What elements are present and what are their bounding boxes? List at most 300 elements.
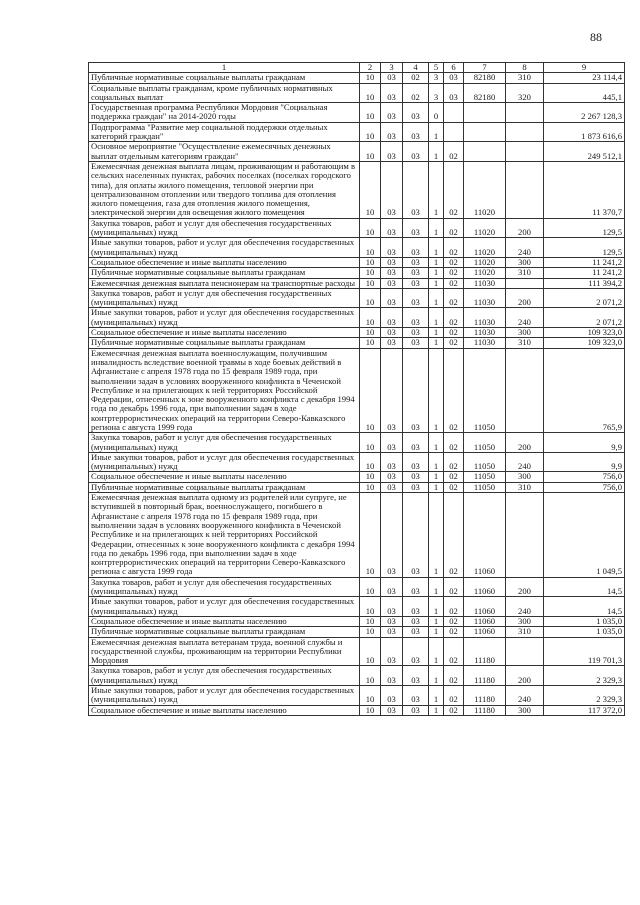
event-code: 02 — [444, 348, 464, 433]
program-code: 03 — [403, 218, 429, 238]
subsection-code: 03 — [381, 328, 403, 338]
section-code: 10 — [360, 103, 381, 123]
program-code: 03 — [403, 627, 429, 637]
table-row — [89, 338, 625, 348]
section-code: 10 — [360, 577, 381, 597]
direction-code: 11050 — [464, 433, 506, 453]
program-code: 02 — [403, 73, 429, 83]
event-code: 02 — [444, 666, 464, 686]
subsection-code: 03 — [381, 278, 403, 288]
subprogram-code: 1 — [429, 627, 444, 637]
section-code: 10 — [360, 278, 381, 288]
event-code: 02 — [444, 328, 464, 338]
row-name: Ежемесячная денежная выплата пенсионерам на транспортные расходы — [89, 278, 360, 288]
program-code: 03 — [403, 616, 429, 626]
subprogram-code: 1 — [429, 308, 444, 328]
subprogram-code: 1 — [429, 666, 444, 686]
expense-type-code: 300 — [506, 472, 544, 482]
expense-type-code: 310 — [506, 482, 544, 492]
table-row — [89, 472, 625, 482]
row-amount: 2 071,2 — [544, 288, 625, 308]
table-row — [89, 328, 625, 338]
column-header: 4 — [403, 63, 429, 73]
subprogram-code: 1 — [429, 328, 444, 338]
event-code: 02 — [444, 597, 464, 617]
event-code: 02 — [444, 338, 464, 348]
table-row — [89, 452, 625, 472]
event-code: 02 — [444, 278, 464, 288]
column-header: 5 — [429, 63, 444, 73]
section-code: 10 — [360, 288, 381, 308]
row-amount: 2 329,3 — [544, 666, 625, 686]
row-amount: 2 329,3 — [544, 686, 625, 706]
row-amount: 129,5 — [544, 238, 625, 258]
event-code: 02 — [444, 238, 464, 258]
expense-type-code: 300 — [506, 705, 544, 715]
subsection-code: 03 — [381, 348, 403, 433]
direction-code: 11180 — [464, 705, 506, 715]
subsection-code: 03 — [381, 83, 403, 103]
table-row — [89, 218, 625, 238]
subprogram-code: 1 — [429, 577, 444, 597]
table-row — [89, 493, 625, 578]
direction-code: 11030 — [464, 338, 506, 348]
subprogram-code: 1 — [429, 268, 444, 278]
program-code: 03 — [403, 308, 429, 328]
subsection-code: 03 — [381, 452, 403, 472]
expense-type-code: 200 — [506, 577, 544, 597]
direction-code: 11180 — [464, 637, 506, 666]
expense-type-code: 240 — [506, 452, 544, 472]
expense-type-code: 200 — [506, 433, 544, 453]
row-name: Закупка товаров, работ и услуг для обеспечения государственных (муниципальных) нужд — [89, 666, 360, 686]
direction-code: 11030 — [464, 288, 506, 308]
program-code: 03 — [403, 705, 429, 715]
subsection-code: 03 — [381, 161, 403, 218]
expense-type-code: 310 — [506, 627, 544, 637]
subsection-code: 03 — [381, 616, 403, 626]
direction-code: 11030 — [464, 328, 506, 338]
expense-type-code — [506, 637, 544, 666]
program-code: 03 — [403, 103, 429, 123]
direction-code: 82180 — [464, 73, 506, 83]
direction-code: 11020 — [464, 257, 506, 267]
row-name: Закупка товаров, работ и услуг для обеспечения государственных (муниципальных) нужд — [89, 433, 360, 453]
table-row — [89, 122, 625, 142]
column-header: 8 — [506, 63, 544, 73]
row-amount: 11 241,2 — [544, 257, 625, 267]
event-code: 02 — [444, 472, 464, 482]
expense-type-code: 240 — [506, 238, 544, 258]
subsection-code: 03 — [381, 493, 403, 578]
row-amount: 756,0 — [544, 472, 625, 482]
column-header: 1 — [89, 63, 360, 73]
direction-code — [464, 122, 506, 142]
row-amount: 1 873 616,6 — [544, 122, 625, 142]
subsection-code: 03 — [381, 142, 403, 162]
row-amount: 14,5 — [544, 597, 625, 617]
subsection-code: 03 — [381, 73, 403, 83]
row-amount: 2 071,2 — [544, 308, 625, 328]
row-name: Иные закупки товаров, работ и услуг для обеспечения государственных (муниципальных) нужд — [89, 597, 360, 617]
row-name: Закупка товаров, работ и услуг для обеспечения государственных (муниципальных) нужд — [89, 288, 360, 308]
subprogram-code: 1 — [429, 238, 444, 258]
row-name: Иные закупки товаров, работ и услуг для обеспечения государственных (муниципальных) нужд — [89, 686, 360, 706]
subsection-code: 03 — [381, 288, 403, 308]
program-code: 03 — [403, 686, 429, 706]
subprogram-code: 3 — [429, 73, 444, 83]
row-amount: 109 323,0 — [544, 328, 625, 338]
subsection-code: 03 — [381, 472, 403, 482]
column-header: 7 — [464, 63, 506, 73]
program-code: 03 — [403, 288, 429, 308]
table-row — [89, 627, 625, 637]
row-amount: 1 049,5 — [544, 493, 625, 578]
row-name: Публичные нормативные социальные выплаты гражданам — [89, 482, 360, 492]
subprogram-code: 1 — [429, 142, 444, 162]
direction-code: 11020 — [464, 218, 506, 238]
subprogram-code: 0 — [429, 103, 444, 123]
table-row — [89, 616, 625, 626]
subprogram-code: 1 — [429, 472, 444, 482]
event-code: 02 — [444, 308, 464, 328]
subsection-code: 03 — [381, 308, 403, 328]
event-code — [444, 103, 464, 123]
event-code: 02 — [444, 288, 464, 308]
row-name: Ежемесячная денежная выплата одному из родителей или супруге, не вступившей в повторный брак, военнослужащего, погибшего в Афганистане с апреля 1978 года по 15 февраля 1989 года, при выполнении задач в условиях вооруженного конфликта в Чеченской Республике и на прилегающих к ней территориях Российской Федерации, отнесенных к зоне вооруженного конфликта с декабря 1994 года по декабрь 1996 года, при выполнении задач в ходе контртеррористических операций на территории Северо-Кавказского региона с августа 1999 года — [89, 493, 360, 578]
row-name: Ежемесячная денежная выплата лицам, проживающим и работающим в сельских населенных пунктах, рабочих поселках (поселках городского типа), для оплаты жилого помещения, тепловой энергии при централизованном отоплении или твердого топлива для отопления жилого помещения, газа для отопления жилого помещения, электрической энергии для освещения жилого помещения — [89, 161, 360, 218]
subprogram-code: 3 — [429, 83, 444, 103]
section-code: 10 — [360, 433, 381, 453]
program-code: 03 — [403, 493, 429, 578]
expense-type-code: 300 — [506, 257, 544, 267]
row-amount: 14,5 — [544, 577, 625, 597]
subsection-code: 03 — [381, 666, 403, 686]
program-code: 02 — [403, 83, 429, 103]
row-name: Подпрограмма "Развитие мер социальной поддержки отдельных категорий граждан" — [89, 122, 360, 142]
section-code: 10 — [360, 482, 381, 492]
expense-type-code — [506, 103, 544, 123]
column-header: 3 — [381, 63, 403, 73]
table-row — [89, 268, 625, 278]
program-code: 03 — [403, 142, 429, 162]
section-code: 10 — [360, 218, 381, 238]
event-code — [444, 122, 464, 142]
column-header: 9 — [544, 63, 625, 73]
direction-code: 11050 — [464, 452, 506, 472]
expense-type-code: 200 — [506, 218, 544, 238]
row-name: Иные закупки товаров, работ и услуг для обеспечения государственных (муниципальных) нужд — [89, 452, 360, 472]
event-code: 02 — [444, 686, 464, 706]
event-code: 02 — [444, 452, 464, 472]
row-name: Государственная программа Республики Мордовия "Социальная поддержка граждан" на 2014-2020 годы — [89, 103, 360, 123]
expense-type-code — [506, 142, 544, 162]
row-amount: 117 372,0 — [544, 705, 625, 715]
expense-type-code: 200 — [506, 666, 544, 686]
row-amount: 109 323,0 — [544, 338, 625, 348]
subprogram-code: 1 — [429, 686, 444, 706]
table-row — [89, 161, 625, 218]
table-row — [89, 637, 625, 666]
section-code: 10 — [360, 338, 381, 348]
program-code: 03 — [403, 597, 429, 617]
subprogram-code: 1 — [429, 278, 444, 288]
row-name: Публичные нормативные социальные выплаты гражданам — [89, 268, 360, 278]
event-code: 02 — [444, 616, 464, 626]
table-row — [89, 288, 625, 308]
expense-type-code: 240 — [506, 308, 544, 328]
row-amount: 11 241,2 — [544, 268, 625, 278]
expense-type-code: 310 — [506, 338, 544, 348]
row-amount: 23 114,4 — [544, 73, 625, 83]
section-code: 10 — [360, 637, 381, 666]
row-amount: 2 267 128,3 — [544, 103, 625, 123]
column-header: 2 — [360, 63, 381, 73]
program-code: 03 — [403, 278, 429, 288]
subprogram-code: 1 — [429, 597, 444, 617]
row-name: Публичные нормативные социальные выплаты гражданам — [89, 73, 360, 83]
table-row — [89, 686, 625, 706]
row-name: Иные закупки товаров, работ и услуг для обеспечения государственных (муниципальных) нужд — [89, 238, 360, 258]
row-amount: 1 035,0 — [544, 616, 625, 626]
program-code: 03 — [403, 348, 429, 433]
expense-type-code: 310 — [506, 268, 544, 278]
row-name: Социальное обеспечение и иные выплаты населению — [89, 472, 360, 482]
event-code: 02 — [444, 482, 464, 492]
program-code: 03 — [403, 433, 429, 453]
subsection-code: 03 — [381, 482, 403, 492]
direction-code: 11180 — [464, 666, 506, 686]
section-code: 10 — [360, 686, 381, 706]
row-name: Социальное обеспечение и иные выплаты населению — [89, 257, 360, 267]
subprogram-code: 1 — [429, 161, 444, 218]
expense-type-code — [506, 493, 544, 578]
direction-code: 11050 — [464, 472, 506, 482]
program-code: 03 — [403, 338, 429, 348]
row-amount: 129,5 — [544, 218, 625, 238]
section-code: 10 — [360, 472, 381, 482]
table-row — [89, 238, 625, 258]
row-amount: 111 394,2 — [544, 278, 625, 288]
event-code: 02 — [444, 218, 464, 238]
expense-type-code: 240 — [506, 597, 544, 617]
table-row — [89, 348, 625, 433]
subsection-code: 03 — [381, 268, 403, 278]
table-row — [89, 83, 625, 103]
row-name: Закупка товаров, работ и услуг для обеспечения государственных (муниципальных) нужд — [89, 218, 360, 238]
direction-code: 11030 — [464, 308, 506, 328]
section-code: 10 — [360, 308, 381, 328]
section-code: 10 — [360, 73, 381, 83]
event-code: 02 — [444, 637, 464, 666]
event-code: 02 — [444, 705, 464, 715]
direction-code: 11060 — [464, 616, 506, 626]
program-code: 03 — [403, 161, 429, 218]
table-row — [89, 597, 625, 617]
subprogram-code: 1 — [429, 348, 444, 433]
program-code: 03 — [403, 268, 429, 278]
subsection-code: 03 — [381, 577, 403, 597]
section-code: 10 — [360, 452, 381, 472]
subprogram-code: 1 — [429, 616, 444, 626]
program-code: 03 — [403, 482, 429, 492]
expense-type-code: 300 — [506, 616, 544, 626]
program-code: 03 — [403, 238, 429, 258]
subsection-code: 03 — [381, 218, 403, 238]
section-code: 10 — [360, 83, 381, 103]
expense-type-code: 240 — [506, 686, 544, 706]
budget-table — [88, 62, 625, 716]
row-amount: 756,0 — [544, 482, 625, 492]
table-row — [89, 257, 625, 267]
direction-code: 11050 — [464, 348, 506, 433]
row-amount: 445,1 — [544, 83, 625, 103]
expense-type-code — [506, 161, 544, 218]
section-code: 10 — [360, 597, 381, 617]
direction-code — [464, 103, 506, 123]
subsection-code: 03 — [381, 705, 403, 715]
row-amount: 9,9 — [544, 433, 625, 453]
section-code: 10 — [360, 268, 381, 278]
row-name: Социальные выплаты гражданам, кроме публичных нормативных социальных выплат — [89, 83, 360, 103]
row-amount: 11 370,7 — [544, 161, 625, 218]
subprogram-code: 1 — [429, 705, 444, 715]
row-amount: 765,9 — [544, 348, 625, 433]
section-code: 10 — [360, 238, 381, 258]
subsection-code: 03 — [381, 103, 403, 123]
direction-code: 11060 — [464, 597, 506, 617]
subprogram-code: 1 — [429, 338, 444, 348]
direction-code — [464, 142, 506, 162]
section-code: 10 — [360, 142, 381, 162]
expense-type-code: 310 — [506, 73, 544, 83]
subprogram-code: 1 — [429, 637, 444, 666]
row-name: Основное мероприятие "Осуществление ежемесячных денежных выплат отдельным категориям граждан" — [89, 142, 360, 162]
subsection-code: 03 — [381, 238, 403, 258]
row-amount: 1 035,0 — [544, 627, 625, 637]
table-row — [89, 73, 625, 83]
subsection-code: 03 — [381, 122, 403, 142]
subprogram-code: 1 — [429, 218, 444, 238]
table-row — [89, 103, 625, 123]
table-row — [89, 705, 625, 715]
subsection-code: 03 — [381, 338, 403, 348]
direction-code: 11020 — [464, 161, 506, 218]
row-name: Публичные нормативные социальные выплаты гражданам — [89, 338, 360, 348]
event-code: 02 — [444, 268, 464, 278]
section-code: 10 — [360, 257, 381, 267]
subsection-code: 03 — [381, 257, 403, 267]
subsection-code: 03 — [381, 686, 403, 706]
program-code: 03 — [403, 666, 429, 686]
program-code: 03 — [403, 257, 429, 267]
section-code: 10 — [360, 348, 381, 433]
row-amount: 9,9 — [544, 452, 625, 472]
table-row — [89, 666, 625, 686]
row-name: Иные закупки товаров, работ и услуг для обеспечения государственных (муниципальных) нужд — [89, 308, 360, 328]
page-number: 88 — [590, 30, 602, 44]
direction-code: 11020 — [464, 268, 506, 278]
direction-code: 11050 — [464, 482, 506, 492]
subprogram-code: 1 — [429, 433, 444, 453]
section-code: 10 — [360, 122, 381, 142]
program-code: 03 — [403, 328, 429, 338]
expense-type-code — [506, 278, 544, 288]
event-code: 02 — [444, 433, 464, 453]
table-row — [89, 278, 625, 288]
event-code: 03 — [444, 73, 464, 83]
subprogram-code: 1 — [429, 493, 444, 578]
event-code: 02 — [444, 577, 464, 597]
section-code: 10 — [360, 493, 381, 578]
section-code: 10 — [360, 616, 381, 626]
subprogram-code: 1 — [429, 288, 444, 308]
direction-code: 11060 — [464, 493, 506, 578]
section-code: 10 — [360, 328, 381, 338]
event-code: 02 — [444, 142, 464, 162]
table-row — [89, 308, 625, 328]
program-code: 03 — [403, 577, 429, 597]
expense-type-code: 300 — [506, 328, 544, 338]
expense-type-code: 320 — [506, 83, 544, 103]
subsection-code: 03 — [381, 627, 403, 637]
direction-code: 11020 — [464, 238, 506, 258]
direction-code: 11030 — [464, 278, 506, 288]
direction-code: 11060 — [464, 627, 506, 637]
direction-code: 11180 — [464, 686, 506, 706]
event-code: 02 — [444, 161, 464, 218]
program-code: 03 — [403, 122, 429, 142]
direction-code: 82180 — [464, 83, 506, 103]
row-name: Социальное обеспечение и иные выплаты населению — [89, 705, 360, 715]
row-name: Социальное обеспечение и иные выплаты населению — [89, 328, 360, 338]
expense-type-code — [506, 348, 544, 433]
program-code: 03 — [403, 472, 429, 482]
program-code: 03 — [403, 637, 429, 666]
table-row — [89, 142, 625, 162]
subprogram-code: 1 — [429, 482, 444, 492]
subsection-code: 03 — [381, 637, 403, 666]
event-code: 02 — [444, 257, 464, 267]
row-name: Закупка товаров, работ и услуг для обеспечения государственных (муниципальных) нужд — [89, 577, 360, 597]
section-code: 10 — [360, 161, 381, 218]
row-name: Ежемесячная денежная выплата военнослужащим, получившим инвалидность вследствие военной травмы в ходе боевых действий в Афганистане с апреля 1978 года по 15 февраля 1989 года, при выполнении задач в условиях вооруженного конфликта в Чеченской Республике и на прилегающих к ней территориях Российской Федерации, отнесенных к зоне вооруженного конфликта с декабря 1994 года по декабрь 1996 года, при выполнении задач в ходе контртеррористических операций на территории Северо-Кавказского региона с августа 1999 года — [89, 348, 360, 433]
event-code: 03 — [444, 83, 464, 103]
event-code: 02 — [444, 493, 464, 578]
section-code: 10 — [360, 627, 381, 637]
subsection-code: 03 — [381, 433, 403, 453]
program-code: 03 — [403, 452, 429, 472]
expense-type-code: 200 — [506, 288, 544, 308]
event-code: 02 — [444, 627, 464, 637]
column-number-header — [89, 63, 625, 73]
section-code: 10 — [360, 705, 381, 715]
expense-type-code — [506, 122, 544, 142]
row-name: Ежемесячная денежная выплата ветеранам труда, военной службы и государственной службы, проживающим на территории Республики Мордовия — [89, 637, 360, 666]
row-amount: 119 701,3 — [544, 637, 625, 666]
subsection-code: 03 — [381, 597, 403, 617]
table-row — [89, 482, 625, 492]
table-row — [89, 577, 625, 597]
section-code: 10 — [360, 666, 381, 686]
column-header: 6 — [444, 63, 464, 73]
subprogram-code: 1 — [429, 257, 444, 267]
table-row — [89, 433, 625, 453]
row-name: Публичные нормативные социальные выплаты гражданам — [89, 627, 360, 637]
subprogram-code: 1 — [429, 122, 444, 142]
subprogram-code: 1 — [429, 452, 444, 472]
row-amount: 249 512,1 — [544, 142, 625, 162]
